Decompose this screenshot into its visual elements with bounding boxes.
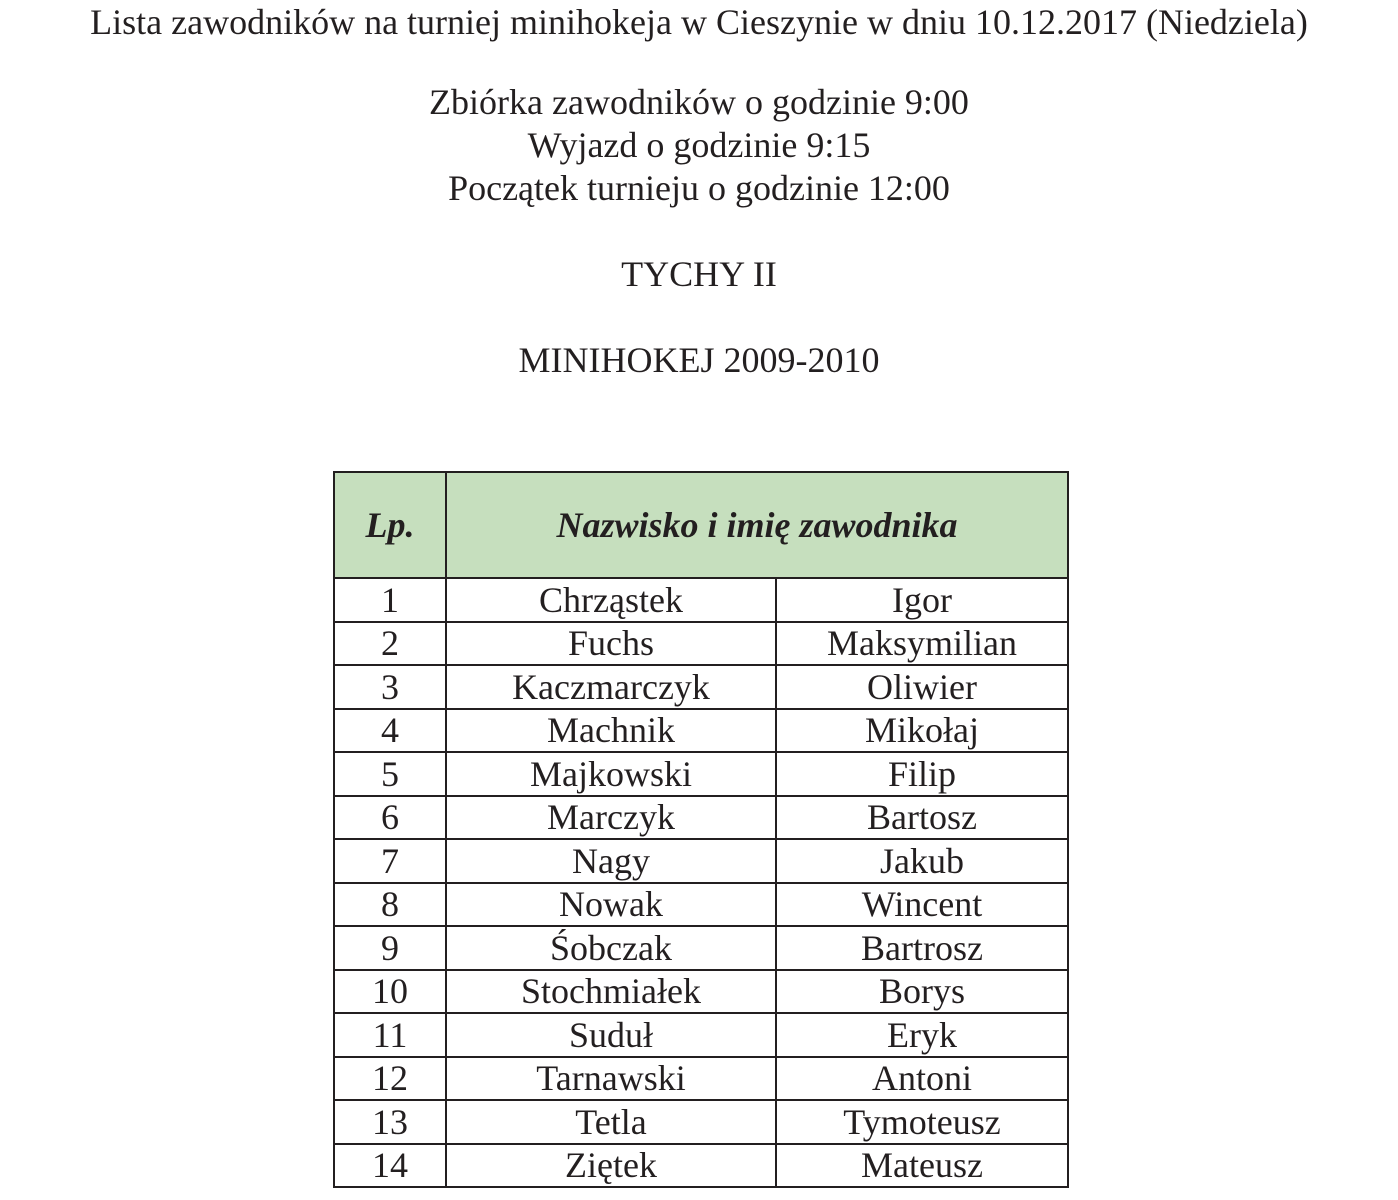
- header-player-name: Nazwisko i imię zawodnika: [446, 472, 1068, 578]
- table-row: [334, 578, 1068, 622]
- player-last-name: Machnik: [446, 709, 776, 753]
- player-last-name: Chrząstek: [446, 578, 776, 622]
- player-first-name: Filip: [776, 752, 1068, 796]
- player-first-name: Tymoteusz: [776, 1100, 1068, 1144]
- player-first-name: Mateusz: [776, 1144, 1068, 1188]
- player-first-name: Bartrosz: [776, 926, 1068, 970]
- row-number: 10: [334, 970, 446, 1014]
- player-first-name: Borys: [776, 970, 1068, 1014]
- player-last-name: Stochmiałek: [446, 970, 776, 1014]
- tournament-start-time: Początek turnieju o godzinie 12:00: [448, 168, 950, 208]
- player-first-name: Igor: [776, 578, 1068, 622]
- player-last-name: Ziętek: [446, 1144, 776, 1188]
- player-last-name: Marczyk: [446, 796, 776, 840]
- row-number: 5: [334, 752, 446, 796]
- table-row: [334, 970, 1068, 1014]
- row-number: 12: [334, 1057, 446, 1101]
- player-last-name: Kaczmarczyk: [446, 665, 776, 709]
- table-row: [334, 1100, 1068, 1144]
- table-row: [334, 665, 1068, 709]
- row-number: 14: [334, 1144, 446, 1188]
- document-title: Lista zawodników na turniej minihokeja w Cieszynie w dniu 10.12.2017 (Niedziela): [90, 2, 1308, 42]
- player-first-name: Jakub: [776, 839, 1068, 883]
- age-category: MINIHOKEJ 2009-2010: [518, 340, 880, 380]
- table-row: [334, 839, 1068, 883]
- table-row: [334, 1144, 1068, 1188]
- player-first-name: Oliwier: [776, 665, 1068, 709]
- row-number: 9: [334, 926, 446, 970]
- player-first-name: Mikołaj: [776, 709, 1068, 753]
- player-first-name: Bartosz: [776, 796, 1068, 840]
- row-number: 11: [334, 1013, 446, 1057]
- table-row: [334, 622, 1068, 666]
- header-lp: Lp.: [334, 472, 446, 578]
- player-last-name: Śobczak: [446, 926, 776, 970]
- player-last-name: Fuchs: [446, 622, 776, 666]
- row-number: 13: [334, 1100, 446, 1144]
- departure-time: Wyjazd o godzinie 9:15: [527, 125, 871, 165]
- player-last-name: Nagy: [446, 839, 776, 883]
- table-row: [334, 709, 1068, 753]
- player-last-name: Suduł: [446, 1013, 776, 1057]
- player-first-name: Maksymilian: [776, 622, 1068, 666]
- player-last-name: Tarnawski: [446, 1057, 776, 1101]
- row-number: 4: [334, 709, 446, 753]
- player-first-name: Eryk: [776, 1013, 1068, 1057]
- row-number: 3: [334, 665, 446, 709]
- table-row: [334, 1057, 1068, 1101]
- row-number: 1: [334, 578, 446, 622]
- table-row: [334, 883, 1068, 927]
- row-number: 7: [334, 839, 446, 883]
- player-last-name: Majkowski: [446, 752, 776, 796]
- table-row: [334, 752, 1068, 796]
- row-number: 2: [334, 622, 446, 666]
- gathering-time: Zbiórka zawodników o godzinie 9:00: [429, 82, 969, 122]
- table-header-row: [334, 472, 1068, 578]
- table-row: [334, 796, 1068, 840]
- player-first-name: Wincent: [776, 883, 1068, 927]
- table-row: [334, 1013, 1068, 1057]
- player-roster-table: [333, 471, 1069, 1188]
- row-number: 8: [334, 883, 446, 927]
- team-name: TYCHY II: [621, 254, 777, 294]
- table-row: [334, 926, 1068, 970]
- roster-body: [334, 578, 1068, 1187]
- player-first-name: Antoni: [776, 1057, 1068, 1101]
- player-last-name: Tetla: [446, 1100, 776, 1144]
- row-number: 6: [334, 796, 446, 840]
- player-last-name: Nowak: [446, 883, 776, 927]
